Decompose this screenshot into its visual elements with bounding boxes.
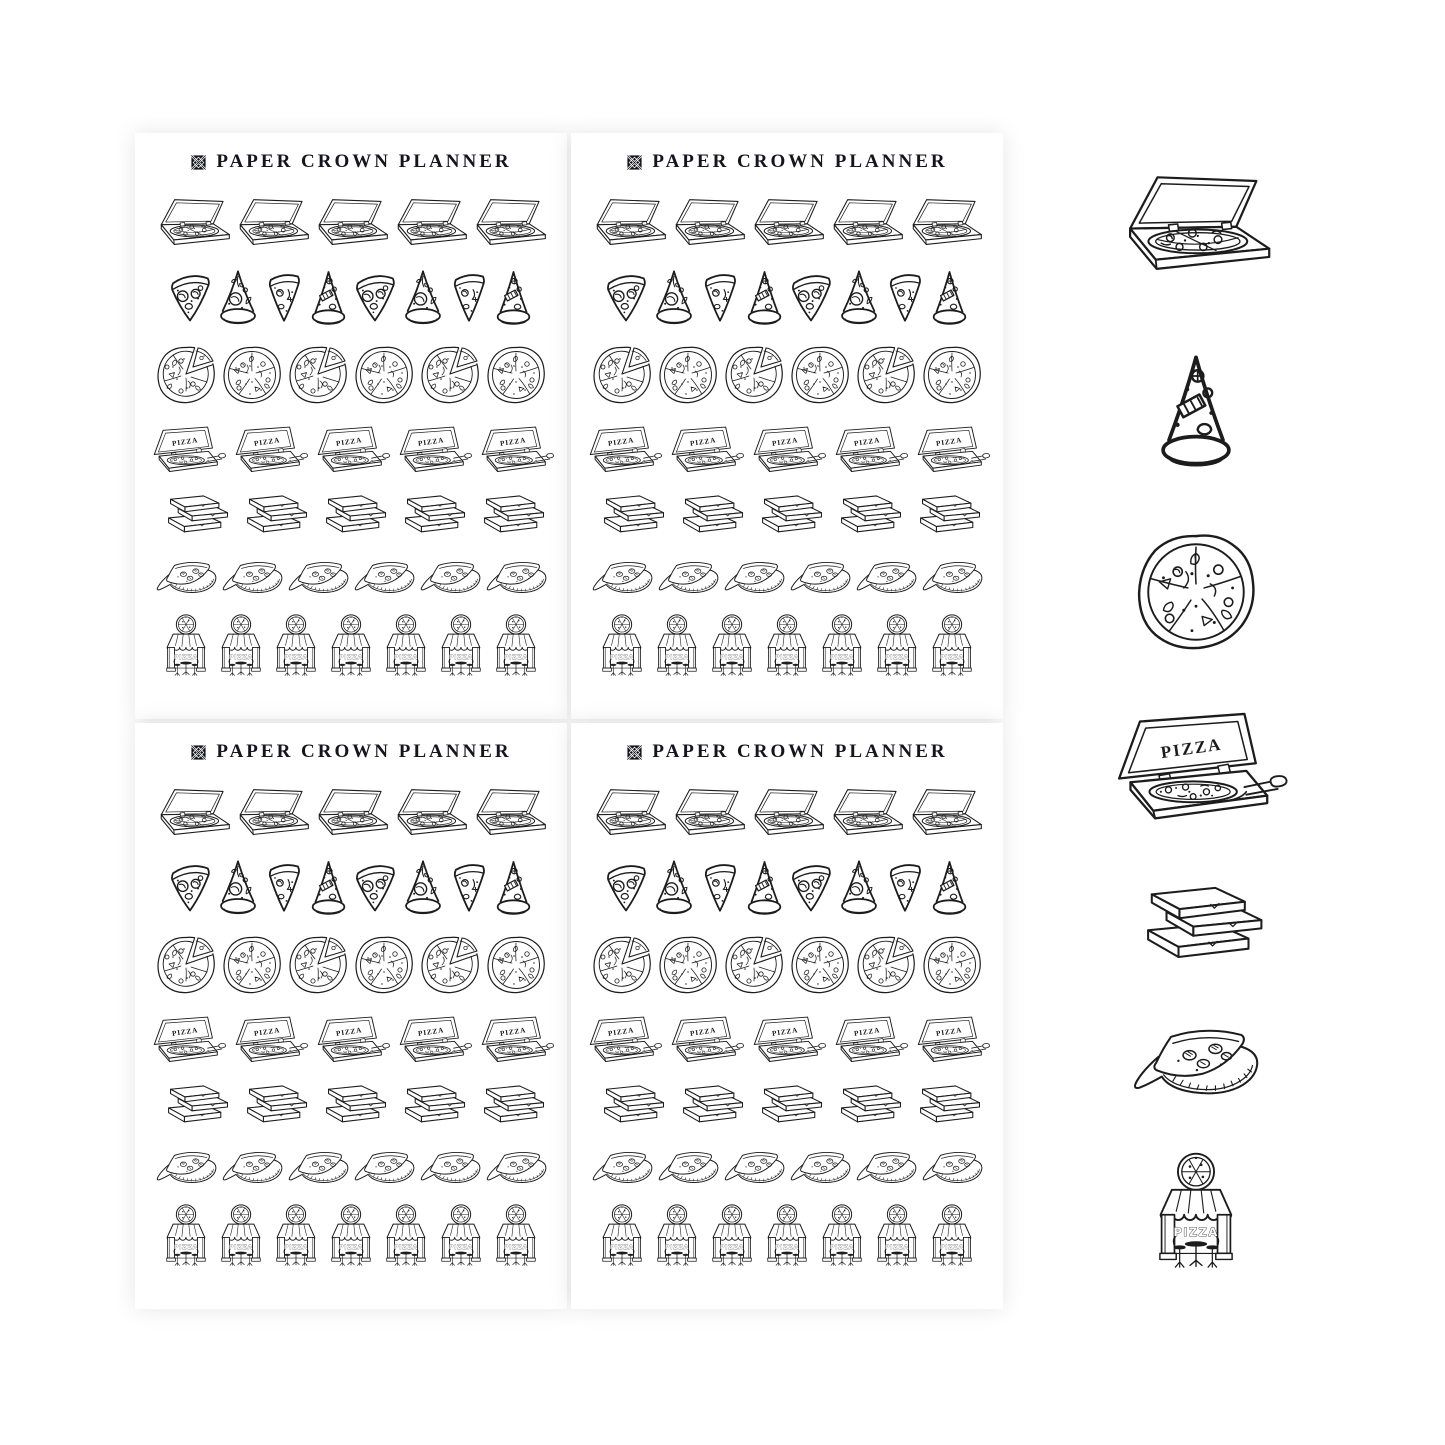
sticker-open-pizza-box-icon — [392, 196, 469, 249]
sticker-stacked-pizza-boxes-icon — [751, 1084, 824, 1129]
sticker-pizza-slice-on-peel-icon — [723, 1148, 786, 1184]
sticker-pizza-stand-icon — [163, 613, 209, 680]
sticker-pizza-slice-tilted-icon — [605, 270, 647, 324]
sticker-pizza-slice-on-peel-icon — [287, 1148, 350, 1184]
sticker-pizza-stand-icon — [599, 1203, 645, 1270]
sticker-whole-pizza-cut-icon — [419, 344, 481, 406]
pizza-stand-row — [599, 1203, 975, 1270]
sticker-pizza-stand-icon — [273, 613, 319, 680]
sticker-pizza-box-label-icon — [229, 1016, 309, 1065]
stacked-pizza-boxes-row — [157, 494, 546, 539]
sheet-header — [583, 739, 991, 765]
sticker-open-pizza-box-icon — [155, 196, 232, 249]
sticker-pizza-slice-tilted-icon — [354, 860, 396, 914]
sticker-open-pizza-box-icon — [828, 786, 905, 839]
sticker-open-pizza-box-icon — [471, 196, 548, 249]
sticker-whole-pizza-cut-icon — [419, 934, 481, 996]
sheets-grid — [135, 133, 993, 1309]
pizza-slice-row — [605, 268, 969, 325]
side-preview-column — [1096, 0, 1296, 1445]
sticker-open-pizza-box-icon — [313, 196, 390, 249]
sticker-whole-pizza-cut-icon — [723, 344, 785, 406]
sticker-pizza-stand-icon — [493, 1203, 539, 1270]
sticker-pizza-slice-on-peel-icon — [723, 558, 786, 594]
preview-stacked-pizza-boxes-icon — [1126, 884, 1266, 971]
sticker-pizza-slice-on-peel-icon — [155, 1148, 218, 1184]
preview-stacked-pizza-boxes — [1126, 884, 1266, 971]
sticker-pizza-box-label-icon — [911, 1016, 991, 1065]
sticker-open-pizza-box-icon — [907, 786, 984, 839]
whole-pizza-row — [155, 344, 547, 406]
pizza-box-label-row — [583, 426, 991, 475]
pizza-slice-on-peel-row — [591, 1148, 984, 1184]
sticker-pizza-slice-on-peel-icon — [657, 1148, 720, 1184]
sticker-whole-pizza-cut-icon — [155, 934, 217, 996]
preview-pizza-stand-icon — [1153, 1150, 1239, 1276]
brand-title: PAPER CROWN PLANNER — [216, 741, 512, 762]
sticker-pizza-slice-tilted-icon — [790, 860, 832, 914]
pizza-stand-row — [599, 613, 975, 680]
sticker-pizza-slice-on-peel-icon — [657, 558, 720, 594]
pizza-slice-on-peel-row — [591, 558, 984, 594]
sticker-pizza-box-label-icon — [829, 426, 909, 475]
crown-monogram-icon — [626, 154, 643, 171]
sticker-open-pizza-box-icon — [749, 196, 826, 249]
sticker-whole-pizza-cut-icon — [591, 934, 653, 996]
sticker-open-pizza-box-icon — [828, 196, 905, 249]
brand-title: PAPER CROWN PLANNER — [652, 741, 948, 762]
sticker-whole-pizza-full-icon — [789, 344, 851, 406]
crown-monogram-icon — [626, 744, 643, 761]
whole-pizza-row — [591, 934, 983, 996]
open-pizza-box-row — [155, 786, 548, 839]
sticker-pizza-slice-cone-icon — [838, 268, 880, 325]
sticker-whole-pizza-cut-icon — [155, 344, 217, 406]
sticker-pizza-stand-icon — [874, 1203, 920, 1270]
sticker-pizza-slice-on-peel-icon — [789, 558, 852, 594]
sticker-pizza-box-label-icon — [229, 426, 309, 475]
sticker-whole-pizza-full-icon — [353, 344, 415, 406]
sticker-pizza-slice-plain-cone-icon — [309, 858, 348, 915]
sticker-pizza-slice-cone-icon — [402, 858, 444, 915]
sticker-pizza-stand-icon — [764, 613, 810, 680]
sticker-stacked-pizza-boxes-icon — [672, 494, 745, 539]
sticker-pizza-box-label-icon — [747, 1016, 827, 1065]
sticker-pizza-slice-on-peel-icon — [155, 558, 218, 594]
crown-monogram-icon — [190, 744, 207, 761]
sticker-pizza-stand-icon — [218, 1203, 264, 1270]
sticker-pizza-slice-on-peel-icon — [353, 558, 416, 594]
sticker-pizza-stand-icon — [383, 613, 429, 680]
sticker-pizza-slice-plain-cone-icon — [494, 858, 533, 915]
sticker-whole-pizza-full-icon — [657, 934, 719, 996]
open-pizza-box-row — [591, 196, 984, 249]
sticker-stacked-pizza-boxes-icon — [157, 494, 230, 539]
sheet-rows — [583, 175, 991, 705]
sticker-pizza-stand-icon — [273, 1203, 319, 1270]
sticker-whole-pizza-full-icon — [221, 934, 283, 996]
sticker-stacked-pizza-boxes-icon — [593, 494, 666, 539]
sticker-sheet-2 — [571, 133, 1003, 719]
sticker-pizza-box-label-icon — [393, 1016, 473, 1065]
sticker-pizza-slice-cone-icon — [838, 858, 880, 915]
sticker-pizza-slice-cone-icon — [217, 858, 259, 915]
sticker-pizza-slice-on-peel-icon — [419, 558, 482, 594]
sticker-whole-pizza-full-icon — [789, 934, 851, 996]
sticker-sheet-4 — [571, 723, 1003, 1309]
sticker-whole-pizza-full-icon — [921, 344, 983, 406]
sticker-pizza-stand-icon — [929, 1203, 975, 1270]
sticker-pizza-box-label-icon — [583, 1016, 663, 1065]
sticker-pizza-slice-on-peel-icon — [485, 1148, 548, 1184]
sticker-pizza-slice-plain-cone-icon — [745, 268, 784, 325]
sticker-pizza-slice-on-peel-icon — [287, 558, 350, 594]
sticker-pizza-stand-icon — [709, 1203, 755, 1270]
preview-pizza-slice-on-peel-icon — [1130, 1022, 1262, 1096]
sticker-pizza-slice-tilted-icon — [169, 860, 211, 914]
sticker-pizza-box-label-icon — [475, 426, 555, 475]
sticker-pizza-slice-narrow-icon — [701, 860, 739, 914]
sheet-header — [147, 149, 555, 175]
sticker-pizza-slice-narrow-icon — [450, 270, 488, 324]
sticker-pizza-slice-on-peel-icon — [921, 1148, 984, 1184]
preview-pizza-slice-on-peel — [1130, 1022, 1262, 1096]
sticker-stacked-pizza-boxes-icon — [830, 494, 903, 539]
sticker-stacked-pizza-boxes-icon — [909, 1084, 982, 1129]
sticker-pizza-stand-icon — [599, 613, 645, 680]
open-pizza-box-row — [591, 786, 984, 839]
sticker-pizza-box-label-icon — [911, 426, 991, 475]
sticker-whole-pizza-full-icon — [485, 934, 547, 996]
stacked-pizza-boxes-row — [593, 1084, 982, 1129]
sticker-pizza-stand-icon — [654, 1203, 700, 1270]
sticker-pizza-box-label-icon — [311, 1016, 391, 1065]
preview-whole-pizza-full-icon — [1133, 529, 1259, 655]
sticker-whole-pizza-cut-icon — [591, 344, 653, 406]
sticker-pizza-stand-icon — [328, 1203, 374, 1270]
sticker-open-pizza-box-icon — [471, 786, 548, 839]
sticker-whole-pizza-cut-icon — [855, 934, 917, 996]
pizza-slice-row — [605, 858, 969, 915]
sticker-whole-pizza-cut-icon — [855, 344, 917, 406]
sticker-pizza-stand-icon — [764, 1203, 810, 1270]
sticker-stacked-pizza-boxes-icon — [593, 1084, 666, 1129]
pizza-slice-on-peel-row — [155, 1148, 548, 1184]
pizza-box-label-row — [147, 1016, 555, 1065]
pizza-slice-row — [169, 268, 533, 325]
pizza-slice-on-peel-row — [155, 558, 548, 594]
stacked-pizza-boxes-row — [157, 1084, 546, 1129]
sheet-rows — [583, 765, 991, 1295]
sticker-open-pizza-box-icon — [234, 786, 311, 839]
sticker-pizza-slice-narrow-icon — [265, 860, 303, 914]
sticker-pizza-slice-narrow-icon — [450, 860, 488, 914]
sticker-pizza-box-label-icon — [475, 1016, 555, 1065]
sheet-header — [583, 149, 991, 175]
whole-pizza-row — [591, 344, 983, 406]
pizza-stand-row — [163, 1203, 539, 1270]
preview-pizza-box-label — [1102, 712, 1290, 826]
sticker-whole-pizza-full-icon — [921, 934, 983, 996]
sticker-whole-pizza-cut-icon — [287, 934, 349, 996]
sticker-pizza-box-label-icon — [665, 426, 745, 475]
sticker-pizza-stand-icon — [819, 1203, 865, 1270]
preview-open-pizza-box-icon — [1117, 170, 1275, 278]
sticker-whole-pizza-full-icon — [353, 934, 415, 996]
sticker-pizza-slice-narrow-icon — [886, 270, 924, 324]
sticker-pizza-box-label-icon — [665, 1016, 745, 1065]
sticker-pizza-box-label-icon — [829, 1016, 909, 1065]
sticker-pizza-slice-cone-icon — [402, 268, 444, 325]
sticker-pizza-slice-plain-cone-icon — [745, 858, 784, 915]
sticker-open-pizza-box-icon — [670, 786, 747, 839]
preview-pizza-slice-plain-cone-icon — [1155, 349, 1237, 467]
sticker-stacked-pizza-boxes-icon — [315, 1084, 388, 1129]
pizza-slice-row — [169, 858, 533, 915]
whole-pizza-row — [155, 934, 547, 996]
sticker-stacked-pizza-boxes-icon — [394, 1084, 467, 1129]
sticker-pizza-slice-narrow-icon — [701, 270, 739, 324]
sticker-sheet-3 — [135, 723, 567, 1309]
sticker-pizza-slice-on-peel-icon — [353, 1148, 416, 1184]
sheet-rows — [147, 175, 555, 705]
sheet-header — [147, 739, 555, 765]
sticker-open-pizza-box-icon — [392, 786, 469, 839]
sticker-pizza-slice-on-peel-icon — [591, 1148, 654, 1184]
sticker-open-pizza-box-icon — [749, 786, 826, 839]
sticker-stacked-pizza-boxes-icon — [473, 1084, 546, 1129]
sticker-pizza-slice-on-peel-icon — [591, 558, 654, 594]
sticker-whole-pizza-full-icon — [221, 344, 283, 406]
sticker-whole-pizza-full-icon — [485, 344, 547, 406]
brand-title: PAPER CROWN PLANNER — [216, 151, 512, 172]
sticker-pizza-stand-icon — [438, 613, 484, 680]
sticker-sheet-1 — [135, 133, 567, 719]
sticker-pizza-slice-on-peel-icon — [485, 558, 548, 594]
sticker-pizza-slice-cone-icon — [653, 268, 695, 325]
sticker-pizza-slice-plain-cone-icon — [930, 268, 969, 325]
sticker-pizza-slice-plain-cone-icon — [930, 858, 969, 915]
sticker-pizza-stand-icon — [493, 613, 539, 680]
sticker-whole-pizza-cut-icon — [287, 344, 349, 406]
sticker-pizza-slice-plain-cone-icon — [309, 268, 348, 325]
preview-pizza-stand — [1153, 1150, 1239, 1276]
sticker-pizza-box-label-icon — [583, 426, 663, 475]
sticker-pizza-stand-icon — [819, 613, 865, 680]
sticker-pizza-slice-on-peel-icon — [789, 1148, 852, 1184]
sticker-pizza-stand-icon — [218, 613, 264, 680]
sticker-pizza-box-label-icon — [393, 426, 473, 475]
sticker-stacked-pizza-boxes-icon — [751, 494, 824, 539]
sticker-whole-pizza-cut-icon — [723, 934, 785, 996]
crown-monogram-icon — [190, 154, 207, 171]
preview-whole-pizza-full — [1133, 529, 1259, 655]
sticker-open-pizza-box-icon — [670, 196, 747, 249]
sticker-pizza-slice-on-peel-icon — [221, 558, 284, 594]
sticker-whole-pizza-full-icon — [657, 344, 719, 406]
sticker-stacked-pizza-boxes-icon — [830, 1084, 903, 1129]
sticker-pizza-slice-on-peel-icon — [921, 558, 984, 594]
sticker-pizza-slice-tilted-icon — [169, 270, 211, 324]
sticker-pizza-slice-cone-icon — [653, 858, 695, 915]
sticker-stacked-pizza-boxes-icon — [315, 494, 388, 539]
sticker-pizza-slice-tilted-icon — [354, 270, 396, 324]
sticker-pizza-stand-icon — [654, 613, 700, 680]
sticker-pizza-slice-narrow-icon — [265, 270, 303, 324]
sticker-pizza-box-label-icon — [311, 426, 391, 475]
sticker-open-pizza-box-icon — [313, 786, 390, 839]
sticker-pizza-box-label-icon — [747, 426, 827, 475]
sticker-pizza-stand-icon — [328, 613, 374, 680]
sticker-pizza-slice-on-peel-icon — [221, 1148, 284, 1184]
stacked-pizza-boxes-row — [593, 494, 982, 539]
pizza-box-label-row — [147, 426, 555, 475]
preview-pizza-slice-plain-cone — [1155, 349, 1237, 467]
sticker-stacked-pizza-boxes-icon — [236, 1084, 309, 1129]
sticker-pizza-slice-on-peel-icon — [855, 1148, 918, 1184]
sticker-stacked-pizza-boxes-icon — [236, 494, 309, 539]
sticker-stacked-pizza-boxes-icon — [909, 494, 982, 539]
sticker-pizza-slice-tilted-icon — [605, 860, 647, 914]
sticker-pizza-slice-cone-icon — [217, 268, 259, 325]
sticker-stacked-pizza-boxes-icon — [157, 1084, 230, 1129]
preview-pizza-box-label-icon — [1102, 712, 1290, 826]
sheet-rows — [147, 765, 555, 1295]
sticker-open-pizza-box-icon — [155, 786, 232, 839]
sticker-stacked-pizza-boxes-icon — [672, 1084, 745, 1129]
sticker-stacked-pizza-boxes-icon — [473, 494, 546, 539]
sticker-open-pizza-box-icon — [591, 196, 668, 249]
sticker-open-pizza-box-icon — [907, 196, 984, 249]
sticker-open-pizza-box-icon — [234, 196, 311, 249]
sticker-open-pizza-box-icon — [591, 786, 668, 839]
sticker-pizza-slice-on-peel-icon — [855, 558, 918, 594]
sticker-pizza-stand-icon — [929, 613, 975, 680]
sticker-pizza-slice-tilted-icon — [790, 270, 832, 324]
pizza-stand-row — [163, 613, 539, 680]
sticker-pizza-slice-narrow-icon — [886, 860, 924, 914]
sticker-pizza-stand-icon — [383, 1203, 429, 1270]
sticker-pizza-stand-icon — [709, 613, 755, 680]
open-pizza-box-row — [155, 196, 548, 249]
sticker-pizza-box-label-icon — [147, 426, 227, 475]
pizza-box-label-row — [583, 1016, 991, 1065]
sticker-pizza-stand-icon — [438, 1203, 484, 1270]
sticker-pizza-stand-icon — [163, 1203, 209, 1270]
sticker-pizza-slice-on-peel-icon — [419, 1148, 482, 1184]
sticker-pizza-stand-icon — [874, 613, 920, 680]
brand-title: PAPER CROWN PLANNER — [652, 151, 948, 172]
sticker-pizza-slice-plain-cone-icon — [494, 268, 533, 325]
preview-open-pizza-box — [1117, 170, 1275, 278]
sticker-pizza-box-label-icon — [147, 1016, 227, 1065]
sticker-stacked-pizza-boxes-icon — [394, 494, 467, 539]
